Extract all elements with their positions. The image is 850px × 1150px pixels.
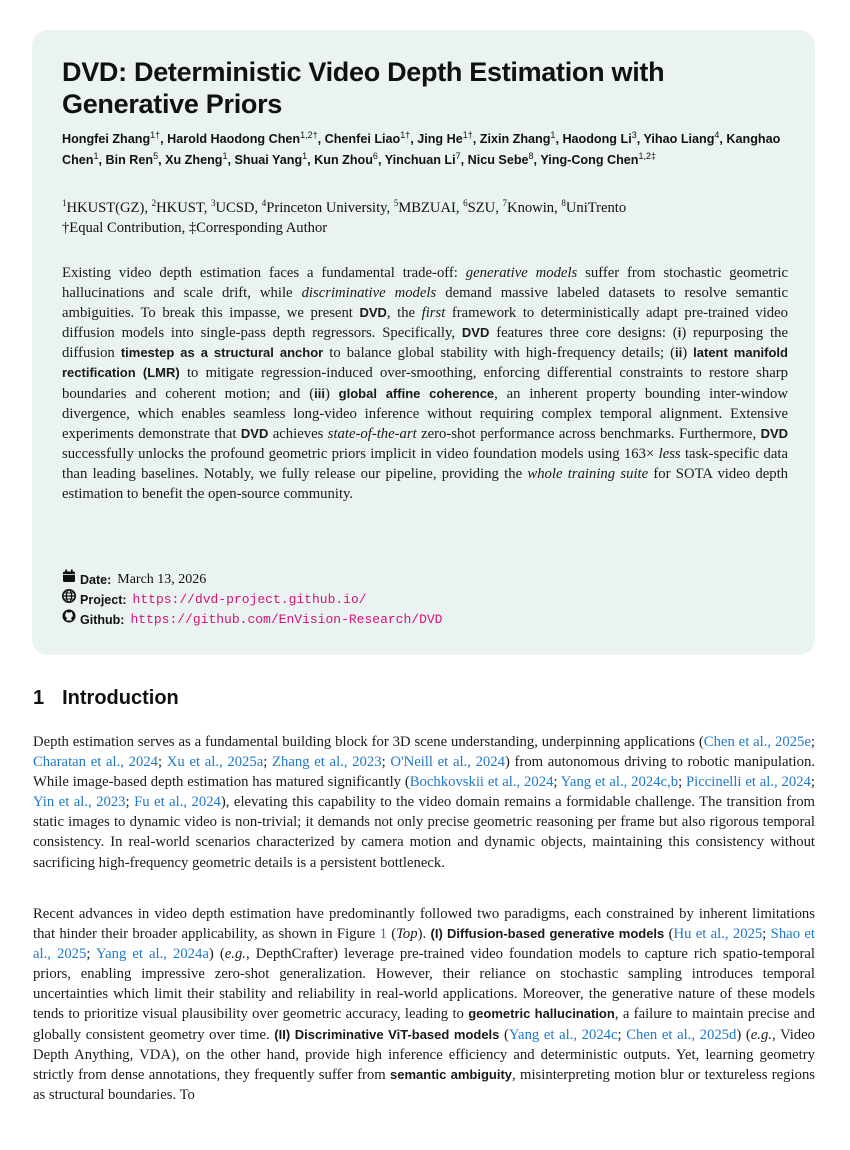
project-label: Project: — [80, 592, 127, 607]
author-name: Hongfei Zhang$^{1\dagger}$ — [62, 129, 161, 146]
contribution-note: †Equal Contribution, ‡Corresponding Author — [62, 220, 328, 236]
author-name: Bin Ren$^5$ — [105, 150, 159, 167]
paper-title: DVD: Deterministic Video Depth Estimation with Generative Priors — [62, 57, 665, 119]
citation-link[interactable]: Bochkovskii et al., 2024 — [409, 774, 554, 791]
affiliation-item: $^6$SZU — [463, 198, 496, 216]
author-list: Hongfei Zhang$^{1\dagger}$, Harold Haodong Chen$^{1,2\dagger}$, Chenfei Liao$^{1\dagger}$, Jing $He^{1\dagger}$, Zixin Zhang$^1$, Haodong Li$^3$, Yihao Liang$^4$, Kanghao Chen$^1$, Bin Ren$^5$, Xu Zheng$^1$, Shuai Yang$^1$, Kun Zhou$^6$, Yinchuan Li$^7$, Nicu Sebe$^8$, Ying-Cong Chen$^{1,2\ddagger}$ — [62, 129, 781, 167]
project-link[interactable]: https://dvd-project.github.io/ — [132, 591, 367, 607]
intro-paragraph-2: Recent advances in video depth estimation have predominantly followed two paradigms, each constrained by inherent limitations that hinder their broader applicability, as shown in Figure 1 (Top). (I) Diffusion-based generative models (Hu et al., 2025; Shao et al., 2025; Yang et al., 2024a) (e.g., DepthCrafter) leverage pre-trained video foundation models to capture rich spatio-temporal priors, enabling impressive zero-shot generalization. However, their reliance on stochastic sampling introduces temporal uncertainties which limit their stability and reliability in real-world applications. Moreover, the generative nature of these models tends to prioritize visual plausibility over geometric accuracy, leading to geometric hallucination, a failure to maintain precise and globally consistent geometry over time. (II) Discriminative ViT-based models (Yang et al., 2024c; Chen et al., 2025d) (e.g., Video Depth Anything, VDA), on the other hand, provide high inference efficiency and deterministic outputs. Yet, learning geometry strictly from dense annotations, they frequently suffer from semantic ambiguity, misinterpreting motion blur or textureless regions as structural boundaries. To — [33, 906, 816, 1103]
affiliation-item: $^4$Princeton University — [261, 198, 387, 216]
affiliation-line: $^1$HKUST(GZ), $^2$HKUST, $^3$UCSD, $^4$Princeton University, $^5$MBZUAI, $^6$SZU, $^7$Knowin, $^8$UniTrento — [62, 198, 627, 216]
date-label: Date: — [80, 572, 112, 587]
affiliation-item: $^3$UCSD — [211, 198, 255, 216]
affiliation-item: $^5$MBZUAI — [393, 198, 456, 216]
author-name: Nicu Sebe$^8$ — [467, 150, 534, 167]
citation-link[interactable]: Xu et al., 2025a — [166, 754, 264, 771]
github-icon — [62, 609, 76, 630]
citation-link[interactable]: Shao et al., 2025 — [33, 926, 815, 963]
author-name: Yinchuan Li$^7$ — [384, 150, 461, 167]
section-title: Introduction — [62, 687, 179, 709]
citation-link[interactable]: Chen et al., 2025d — [626, 1026, 737, 1043]
date-value: March 13, 2026 — [117, 571, 207, 587]
author-name: Zixin Zhang$^1$ — [479, 129, 556, 146]
abstract: Existing video depth estimation faces a fundamental trade-off: generative models suffer from stochastic geometric hallucinations and scale drift, while discriminative models demand massive labeled datasets to resolve semantic ambiguities. To break this impasse, we present DVD, the first framework to deterministically adapt pre-trained video diffusion models into single-pass depth regressors. Specifically, DVD features three core designs: (i) repurposing the diffusion timestep as a structural anchor to balance global stability with high-frequency details; (ii) latent manifold rectification (LMR) to mitigate regression-induced over-smoothing, enforcing differential constraints to restore sharp boundaries and coherent motion; and (iii) global affine coherence, an inherent property bounding inter-window divergence, which enables seamless long-video inference without requiring complex temporal alignment. Extensive experiments demonstrate that DVD achieves state-of-the-art zero-shot performance across benchmarks. Furthermore, DVD successfully unlocks the profound geometric priors implicit in video foundation models using 163× less task-specific data than leading baselines. Notably, we fully release our pipeline, providing the whole training suite for SOTA video depth estimation to benefit the open-source community. — [62, 265, 789, 503]
intro-paragraph-1: Depth estimation serves as a fundamental building block for 3D scene understanding, underpinning applications (Chen et al., 2025e; Charatan et al., 2024; Xu et al., 2025a; Zhang et al., 2023; O'Neill et al., 2024) from autonomous driving to robotic manipulation. While image-based depth estimation has matured significantly (Bochkovskii et al., 2024; Yang et al., 2024c,b; Piccinelli et al., 2024; Yin et al., 2023; Fu et al., 2024), elevating this capability to the video domain remains a formidable challenge. The transition from static images to dynamic video is non-trivial; it demands not only precise geometric reasoning per frame but also rigorous temporal consistency. In real-world scenarios characterized by camera motion and dynamic objects, maintaining this consistency without sacrificing high-frequency geometric details is a persistent bottleneck. — [33, 734, 815, 871]
citation-link[interactable]: Yang et al., 2024c,b — [560, 774, 679, 791]
author-name: Harold Haodong Chen$^{1,2\dagger}$ — [167, 129, 318, 146]
author-name: Jing $He^{1\dagger}$ — [417, 129, 473, 146]
author-name: Yihao Liang$^4$ — [643, 129, 720, 146]
figure-ref-link[interactable]: 1 — [379, 926, 387, 943]
citation-link[interactable]: Chen et al., 2025e — [703, 734, 811, 750]
affiliations — [62, 198, 802, 238]
citation-link[interactable]: O'Neill et al., 2024 — [390, 754, 505, 771]
github-row — [62, 609, 662, 630]
author-name: Ying-Cong Chen$^{1,2\ddagger}$ — [540, 150, 657, 167]
github-label: Github: — [80, 612, 125, 627]
calendar-icon — [62, 569, 76, 590]
author-name: Chenfei Liao$^{1\dagger}$ — [324, 129, 411, 146]
author-name: Kanghao Chen$^1$ — [62, 132, 781, 167]
section-number: 1 — [33, 687, 45, 709]
citation-link[interactable]: Yang et al., 2024a — [95, 946, 209, 963]
project-row — [62, 589, 662, 610]
affiliation-item: $^7$Knowin — [502, 198, 555, 216]
affiliation-item: $^1$HKUST(GZ) — [62, 198, 145, 216]
globe-icon — [62, 589, 76, 610]
author-name: Kun Zhou$^6$ — [314, 150, 378, 167]
citation-link[interactable]: Charatan et al., 2024 — [33, 754, 159, 771]
citation-link[interactable]: Zhang et al., 2023 — [272, 754, 382, 771]
github-link[interactable]: https://github.com/EnVision-Research/DVD — [130, 611, 443, 627]
author-name: Xu Zheng$^1$ — [165, 150, 228, 167]
section-heading — [33, 687, 179, 710]
affiliation-item: $^2$HKUST — [151, 198, 204, 216]
citation-link[interactable]: Hu et al., 2025 — [673, 926, 763, 943]
citation-link[interactable]: Piccinelli et al., 2024 — [686, 774, 811, 791]
citation-link[interactable]: Yang et al., 2024c — [508, 1026, 618, 1043]
author-name: Haodong Li$^3$ — [562, 129, 637, 146]
date-row — [62, 569, 662, 590]
affiliation-item: $^8$UniTrento — [561, 198, 627, 216]
citation-link[interactable]: Yin et al., 2023 — [33, 794, 126, 811]
citation-link[interactable]: Fu et al., 2024 — [134, 794, 221, 811]
author-name: Shuai Yang$^1$ — [234, 150, 308, 167]
